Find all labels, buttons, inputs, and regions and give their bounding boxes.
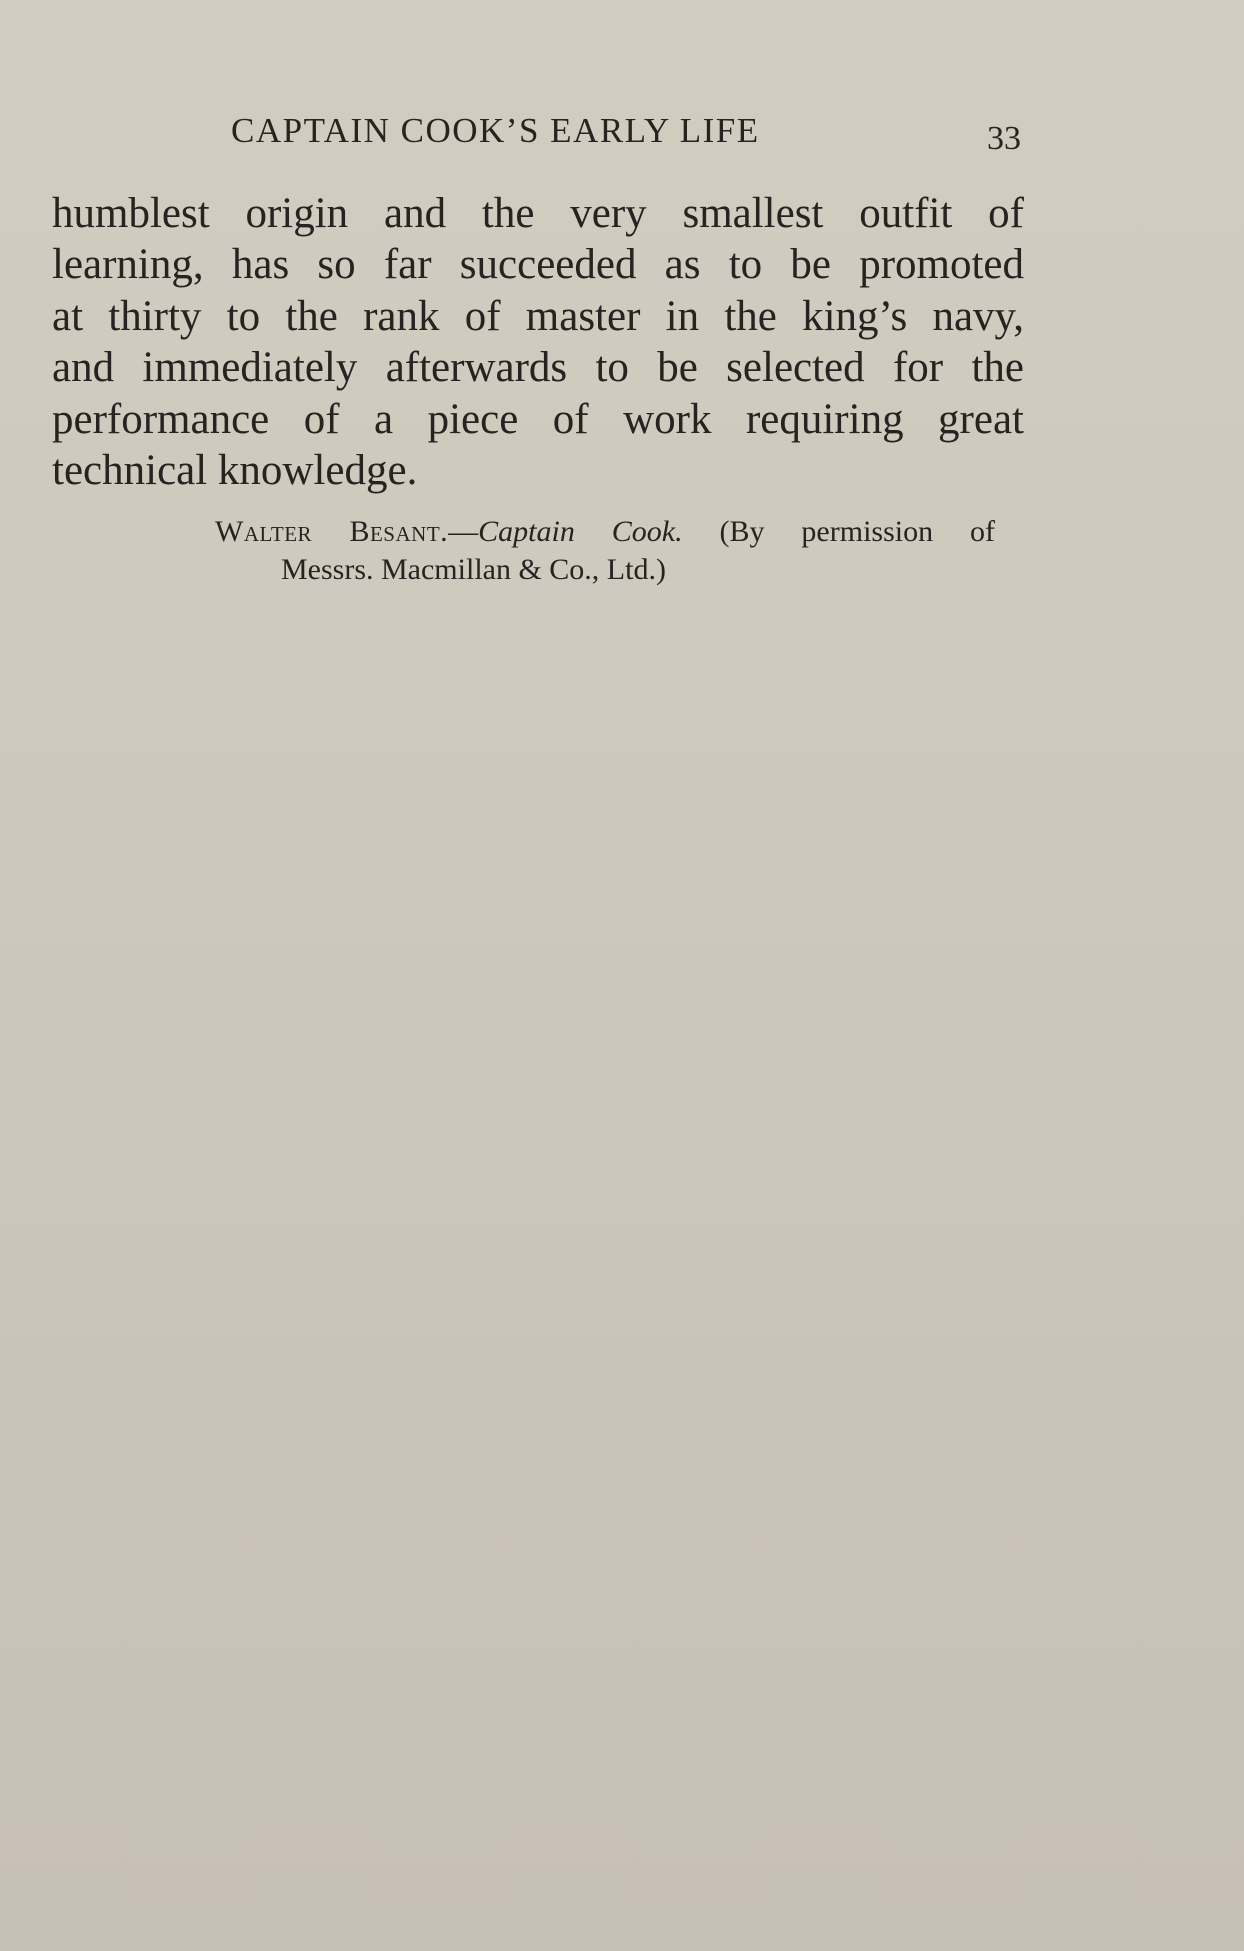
running-head: CAPTAIN COOK’S EARLY LIFE — [231, 111, 760, 150]
citation — [215, 513, 995, 589]
body-line: at thirty to the rank of master in the king’s navy, — [52, 292, 1024, 340]
body-paragraph — [52, 188, 1024, 496]
body-line: technical knowledge. — [52, 446, 418, 494]
citation-note-end: Messrs. Macmillan & Co., Ltd.) — [281, 553, 666, 586]
body-line: performance of a piece of work requiring great — [52, 395, 1024, 443]
citation-title: Captain Cook. — [478, 515, 683, 548]
citation-line — [215, 513, 995, 551]
body-line: and immediately afterwards to be selected for the — [52, 344, 1024, 392]
citation-author: Walter Besant. — [215, 515, 449, 548]
body-line: humblest origin and the very smallest outfit of — [52, 190, 1024, 237]
citation-dash: — — [448, 515, 479, 548]
body-line: learning, has so far succeeded as to be promoted — [52, 241, 1024, 289]
page-number: 33 — [987, 120, 1021, 157]
citation-note-start: (By permission of — [719, 515, 995, 548]
